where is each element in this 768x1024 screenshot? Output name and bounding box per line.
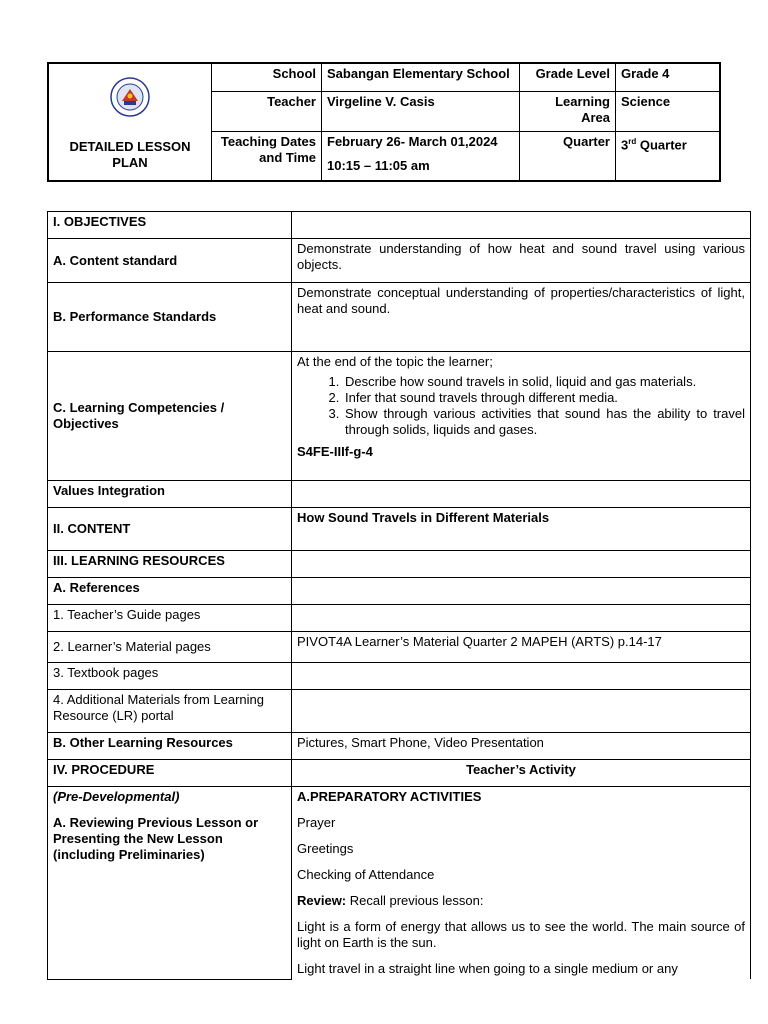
quarter-word: Quarter <box>636 136 687 152</box>
values-integration-label: Values Integration <box>48 481 292 508</box>
additional-materials-label: 4. Additional Materials from Learning Resource (LR) portal <box>48 690 292 733</box>
procedure-step-cell <box>48 787 292 980</box>
competencies-list <box>297 374 745 438</box>
empty-cell <box>292 605 751 632</box>
area-value: Science <box>616 91 721 131</box>
school-value: Sabangan Elementary School <box>322 63 520 91</box>
quarter-num: 3 <box>621 136 629 152</box>
logo-cell <box>48 63 212 181</box>
other-resources-value: Pictures, Smart Phone, Video Presentation <box>292 733 751 760</box>
teacher-activity-heading: Teacher’s Activity <box>292 760 751 787</box>
content-value: How Sound Travels in Different Materials <box>292 508 751 551</box>
learners-material-value: PIVOT4A Learner’s Material Quarter 2 MAPEH (ARTS) p.14-17 <box>292 632 751 663</box>
quarter-sup: rd <box>628 136 637 146</box>
objectives-heading: I. OBJECTIVES <box>48 212 292 239</box>
time-value: 10:15 – 11:05 am <box>327 157 430 173</box>
procedure-label: IV. PROCEDURE <box>48 760 292 787</box>
deped-seal-icon <box>110 77 150 117</box>
quarter-value <box>616 131 721 181</box>
teacher-label: Teacher <box>212 91 322 131</box>
content-standard-value: Demonstrate understanding of how heat and sound travel using various objects. <box>292 239 751 283</box>
quarter-label: Quarter <box>520 131 616 181</box>
empty-cell <box>292 212 751 239</box>
teacher-activity-cell <box>292 787 751 980</box>
competencies-cell <box>292 352 751 481</box>
content-standard-label: A. Content standard <box>48 239 292 283</box>
content-label: II. CONTENT <box>48 508 292 551</box>
textbook-label: 3. Textbook pages <box>48 663 292 690</box>
teacher-value: Virgeline V. Casis <box>322 91 520 131</box>
lesson-table <box>47 211 751 980</box>
procedure-step-label: A. Reviewing Previous Lesson or Presenting the New Lesson (including Preliminaries) <box>53 815 259 862</box>
empty-cell <box>292 481 751 508</box>
competency-item: 3. Show through various activities that sound has the ability to travel through solids, liquids and gases. <box>343 406 745 438</box>
area-label: Learning Area <box>520 91 616 131</box>
competency-item: 2. Infer that sound travels through different media. <box>343 390 745 406</box>
review-label: Review: <box>297 893 347 908</box>
competencies-label: C. Learning Competencies / Objectives <box>48 352 292 481</box>
resources-heading: III. LEARNING RESOURCES <box>48 551 292 578</box>
performance-standards-value: Demonstrate conceptual understanding of properties/characteristics of light, heat and sound. <box>292 283 751 352</box>
prep-heading: A.PREPARATORY ACTIVITIES <box>297 789 482 804</box>
empty-cell <box>292 578 751 605</box>
empty-cell <box>292 551 751 578</box>
greetings-text: Greetings <box>297 841 354 856</box>
learners-material-label: 2. Learner’s Material pages <box>48 632 292 663</box>
competency-item: 1. Describe how sound travels in solid, liquid and gas materials. <box>343 374 745 390</box>
performance-standards-label: B. Performance Standards <box>48 283 292 352</box>
empty-cell <box>292 690 751 733</box>
attendance-text: Checking of Attendance <box>297 867 435 882</box>
plan-title: DETAILED LESSON PLAN <box>69 139 191 170</box>
grade-label: Grade Level <box>520 63 616 91</box>
competencies-intro: At the end of the topic the learner; <box>297 354 493 369</box>
dates-value: February 26- March 01,2024 <box>327 133 498 149</box>
review-line <box>297 893 745 909</box>
dates-label: Teaching Dates and Time <box>212 131 322 181</box>
other-resources-label: B. Other Learning Resources <box>48 733 292 760</box>
prayer-text: Prayer <box>297 815 336 830</box>
review-text: Recall previous lesson: <box>346 893 484 908</box>
procedure-phase: (Pre-Developmental) <box>53 789 180 804</box>
references-label: A. References <box>48 578 292 605</box>
review-paragraph-1: Light is a form of energy that allows us to see the world. The main source of light on Earth is the sun. <box>297 919 745 950</box>
competency-code: S4FE-IIIf-g-4 <box>297 444 373 459</box>
review-paragraph-2: Light travel in a straight line when going to a single medium or any <box>297 961 678 976</box>
dates-cell <box>322 131 520 181</box>
school-label: School <box>212 63 322 91</box>
header-table <box>47 62 721 182</box>
grade-value: Grade 4 <box>616 63 721 91</box>
empty-cell <box>292 663 751 690</box>
teachers-guide-label: 1. Teacher’s Guide pages <box>48 605 292 632</box>
